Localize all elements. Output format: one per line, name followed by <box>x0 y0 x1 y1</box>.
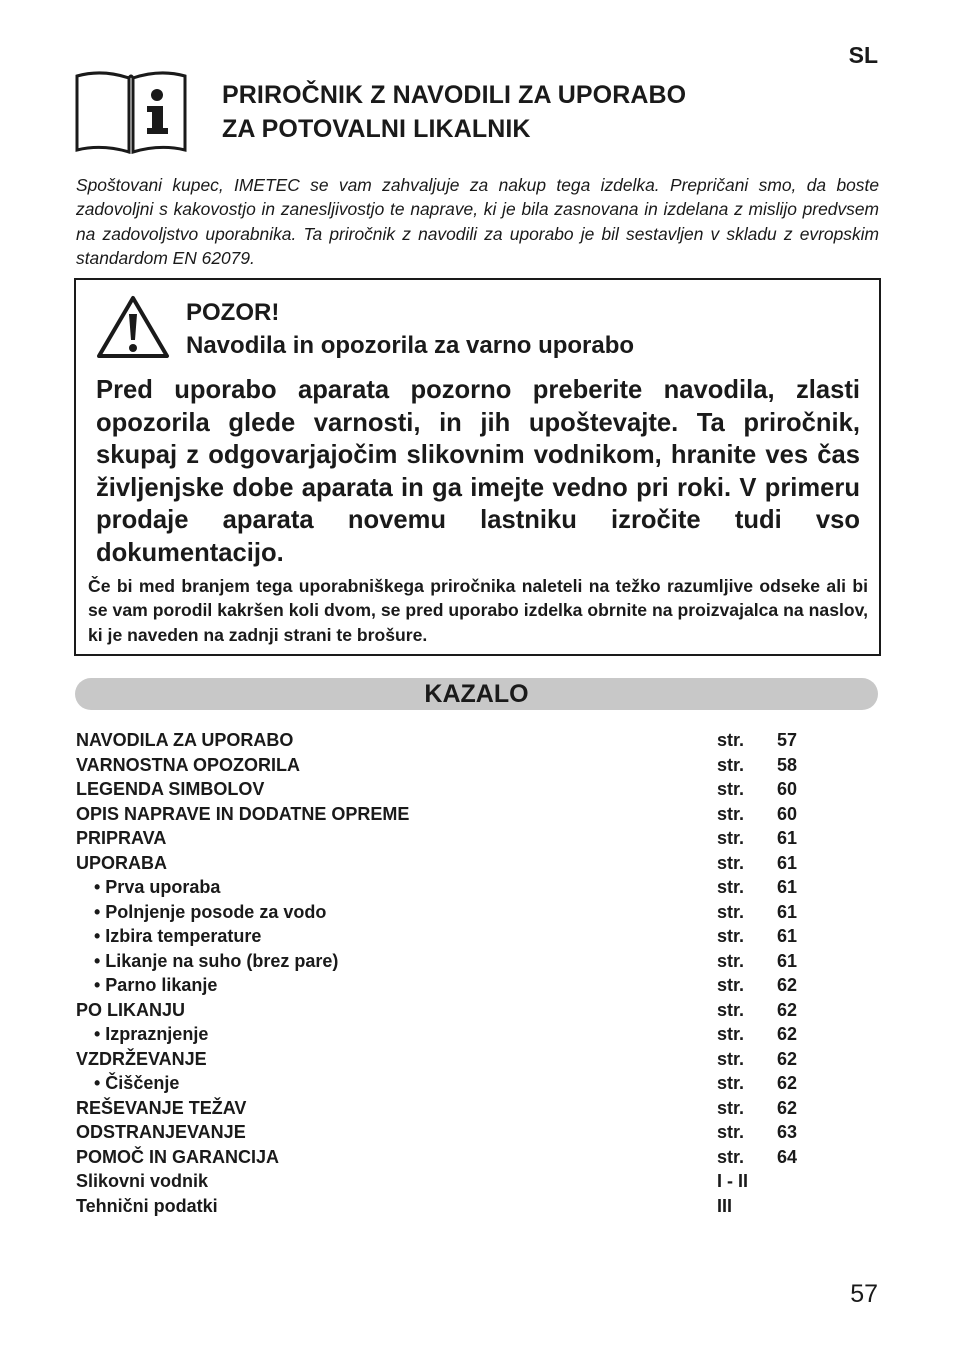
toc-page-prefix: str. <box>717 999 745 1020</box>
toc-page-prefix: str. <box>717 901 745 922</box>
info-book-icon <box>72 68 190 156</box>
toc-row <box>76 728 876 753</box>
toc-row <box>76 973 876 998</box>
toc-page-prefix: str. <box>717 1073 745 1093</box>
kazalo-heading: KAZALO <box>75 678 878 710</box>
toc-label: ODSTRANJEVANJE <box>76 1122 246 1142</box>
toc-page-number: 61 <box>777 852 798 873</box>
warning-box <box>74 278 881 656</box>
toc-row <box>76 1145 876 1170</box>
toc-page-number: 62 <box>777 1048 798 1069</box>
warning-triangle-icon <box>96 294 170 360</box>
warning-subheading: Navodila in opozorila za varno uporabo <box>186 332 635 359</box>
toc-page-number: 61 <box>777 950 798 971</box>
toc-label: • Prva uporaba <box>94 877 221 897</box>
toc-row <box>76 1120 876 1145</box>
toc-page-prefix: str. <box>717 1024 745 1044</box>
toc-row <box>76 1169 876 1194</box>
toc-row <box>76 875 876 900</box>
toc-page-prefix: III <box>717 1195 733 1216</box>
warning-heading: POZOR! <box>186 299 280 326</box>
page-title <box>222 78 686 146</box>
toc-page-prefix: str. <box>717 877 745 897</box>
toc-page-number: 61 <box>777 828 798 848</box>
toc-page-prefix: str. <box>717 828 745 848</box>
toc-row <box>76 1047 876 1072</box>
toc-page-prefix: str. <box>717 1048 745 1069</box>
toc-row <box>76 900 876 925</box>
toc-page-number: 62 <box>777 1024 798 1044</box>
title-line-1: PRIROČNIK Z NAVODILI ZA UPORABO <box>222 81 687 109</box>
toc-row <box>76 1194 876 1219</box>
toc-page-number: 58 <box>777 754 798 775</box>
toc-page-prefix: str. <box>717 1122 745 1142</box>
toc-page-prefix: str. <box>717 926 745 946</box>
warning-main-text: Pred uporabo aparata pozorno preberite navodila, zlasti opozorila glede varnosti, in jih upoštevajte. Ta priročnik, skupaj z odgovarjajočim slikovnim vodnikom, hranite ves čas življenjske dobe aparata in ga imejte vedno pri roki. V primeru prodaje aparata novemu lastniku izročite tudi vso dokumentacijo. <box>96 376 860 567</box>
toc-page-prefix: str. <box>717 975 745 995</box>
toc-label: NAVODILA ZA UPORABO <box>76 730 294 750</box>
toc-row <box>76 1096 876 1121</box>
toc-page-prefix: str. <box>717 852 745 873</box>
toc-label: • Polnjenje posode za vodo <box>94 901 327 922</box>
toc-page-prefix: str. <box>717 754 745 775</box>
toc-label: • Parno likanje <box>94 975 218 995</box>
toc-row <box>76 924 876 949</box>
toc-row <box>76 949 876 974</box>
toc-label: • Čiščenje <box>94 1073 180 1093</box>
toc-page-number: 64 <box>777 1146 798 1167</box>
toc-label: PO LIKANJU <box>76 999 186 1020</box>
toc-page-number: 61 <box>777 901 798 922</box>
toc-page-prefix: str. <box>717 779 745 799</box>
toc-row <box>76 851 876 876</box>
toc-label: Slikovni vodnik <box>76 1171 209 1191</box>
toc-page-number: 60 <box>777 779 798 799</box>
toc-label: LEGENDA SIMBOLOV <box>76 779 265 799</box>
toc-page-prefix: str. <box>717 730 745 750</box>
language-code: SL <box>848 42 878 68</box>
title-line-2: ZA POTOVALNI LIKALNIK <box>222 115 531 143</box>
toc-row <box>76 998 876 1023</box>
page-number: 57 <box>850 1280 878 1308</box>
toc-page-prefix: str. <box>717 950 745 971</box>
toc-page-prefix: str. <box>717 1097 745 1118</box>
toc-page-prefix: str. <box>717 1146 745 1167</box>
toc-label: REŠEVANJE TEŽAV <box>76 1097 247 1118</box>
warning-heading-block <box>186 296 634 362</box>
toc-page-number: 62 <box>777 1073 798 1093</box>
toc-page-number: 62 <box>777 1097 798 1118</box>
toc-label: • Izbira temperature <box>94 926 262 946</box>
toc-label: PRIPRAVA <box>76 828 167 848</box>
toc-row <box>76 753 876 778</box>
toc-label: POMOČ IN GARANCIJA <box>76 1146 280 1167</box>
toc-row <box>76 802 876 827</box>
intro-paragraph: Spoštovani kupec, IMETEC se vam zahvaljuje za nakup tega izdelka. Prepričani smo, da boste zadovoljni s kakovostjo in zanesljivostjo te naprave, ki je bila zasnovana in izdelana z mislijo predvsem na zadovoljstvo uporabnika. Ta priročnik z navodili za uporabo je bil sestavljen v skladu z evropskim standardom EN 62079. <box>76 175 879 268</box>
table-of-contents <box>76 728 876 1218</box>
toc-page-number: 60 <box>777 803 798 824</box>
toc-label: VARNOSTNA OPOZORILA <box>76 754 300 775</box>
toc-label: UPORABA <box>76 852 168 873</box>
toc-page-number: 63 <box>777 1122 798 1142</box>
warning-note: Če bi med branjem tega uporabniškega priročnika naleteli na težko razumljive odseke ali bi se vam porodil kakršen koli dvom, se pred uporabo izdelka obrnite na proizvajalca na naslov, ki je naveden na zadnji strani te brošure. <box>88 576 868 645</box>
toc-row <box>76 1022 876 1047</box>
toc-row <box>76 826 876 851</box>
toc-page-number: 61 <box>777 926 798 946</box>
toc-label: • Likanje na suho (brez pare) <box>94 950 339 971</box>
toc-page-number: 61 <box>777 877 798 897</box>
toc-page-number: 62 <box>777 975 798 995</box>
toc-page-prefix: I - II <box>717 1171 748 1191</box>
toc-row <box>76 777 876 802</box>
toc-label: OPIS NAPRAVE IN DODATNE OPREME <box>76 803 410 824</box>
toc-label: VZDRŽEVANJE <box>76 1048 207 1069</box>
toc-page-number: 57 <box>777 730 798 750</box>
toc-label: • Izpraznjenje <box>94 1024 209 1044</box>
toc-label: Tehnični podatki <box>76 1195 218 1216</box>
toc-row <box>76 1071 876 1096</box>
toc-page-number: 62 <box>777 999 798 1020</box>
toc-page-prefix: str. <box>717 803 745 824</box>
